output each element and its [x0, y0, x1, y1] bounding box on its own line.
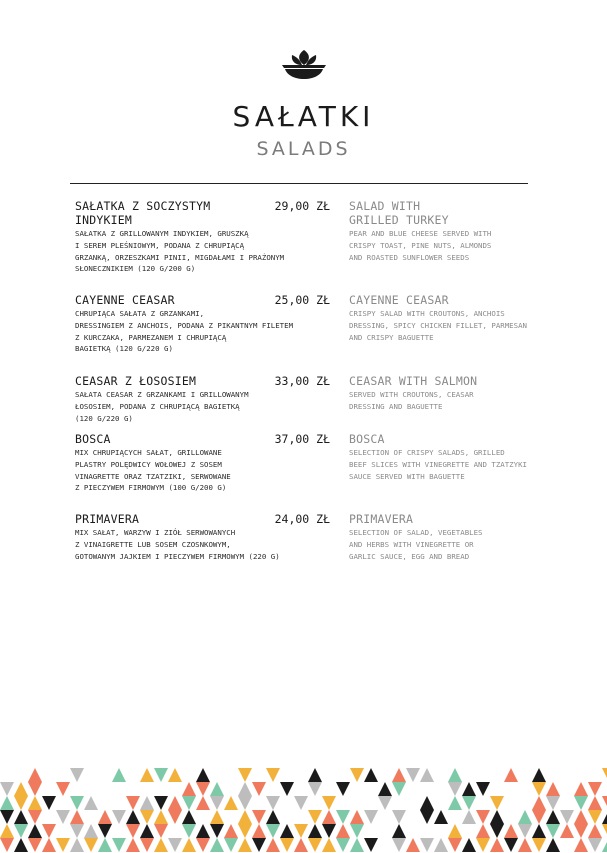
pattern-triangle — [84, 796, 98, 810]
pattern-triangle — [462, 796, 476, 810]
item-description-pl: MIX SAŁAT, WARZYW I ZIÓŁ SERWOWANYCH Z VINAIGRETTE LUB SOSEM CZOSNKOWYM, GOTOWANYM JAJKIEM I PIECZYWEM FIRMOWYM (220 G) — [75, 528, 280, 561]
pattern-triangle — [392, 768, 406, 782]
pattern-triangle — [98, 838, 112, 852]
pattern-triangle — [504, 838, 518, 852]
pattern-triangle — [56, 782, 70, 796]
page-title: SAŁATKI — [232, 100, 375, 133]
pattern-triangle — [574, 838, 588, 852]
pattern-triangle — [294, 796, 308, 810]
pattern-triangle — [70, 768, 84, 782]
pattern-triangle — [210, 782, 224, 796]
item-price: 29,00 ZŁ — [274, 199, 330, 213]
pattern-triangle — [266, 810, 280, 824]
pattern-triangle — [182, 838, 196, 852]
pattern-triangle — [574, 796, 588, 810]
pattern-triangle — [294, 838, 308, 852]
pattern-triangle — [476, 782, 490, 796]
pattern-triangle — [280, 782, 294, 796]
pattern-triangle — [602, 768, 607, 782]
pattern-triangle — [504, 768, 518, 782]
item-description-en: CRISPY SALAD WITH CROUTONS, ANCHOIS DRESSING, SPICY CHICKEN FILLET, PARMESAN AND CRISPY BAGUETTE — [349, 309, 527, 342]
pattern-triangle — [0, 838, 14, 852]
pattern-triangle — [574, 810, 588, 824]
pattern-triangle — [70, 824, 84, 838]
pattern-triangle — [280, 838, 294, 852]
pattern-triangle — [210, 796, 224, 810]
pattern-triangle — [434, 810, 448, 824]
pattern-triangle — [420, 838, 434, 852]
pattern-triangle — [308, 838, 322, 852]
pattern-triangle — [154, 796, 168, 810]
pattern-triangle — [420, 768, 434, 782]
pattern-triangle — [182, 824, 196, 838]
pattern-triangle — [322, 824, 336, 838]
pattern-triangle — [364, 768, 378, 782]
pattern-triangle — [168, 838, 182, 852]
item-description-en: PEAR AND BLUE CHEESE SERVED WITH CRISPY TOAST, PINE NUTS, ALMONDS AND ROASTED SUNFLOWER SEEDS — [349, 229, 492, 262]
pattern-triangle — [490, 838, 504, 852]
pattern-triangle — [0, 810, 14, 824]
pattern-triangle — [602, 796, 607, 810]
pattern-triangle — [266, 796, 280, 810]
menu-item-pl — [75, 293, 330, 355]
pattern-triangle — [28, 768, 42, 782]
item-description-en: SELECTION OF CRISPY SALADS, GRILLED BEEF SLICES WITH VINEGRETTE AND TZATZYKI SAUCE SERVED WITH BAGUETTE — [349, 448, 527, 481]
pattern-triangle — [154, 824, 168, 838]
item-price: 37,00 ZŁ — [274, 432, 330, 446]
pattern-triangle — [28, 838, 42, 852]
pattern-triangle — [126, 810, 140, 824]
pattern-triangle — [28, 782, 42, 796]
pattern-triangle — [602, 838, 607, 852]
pattern-triangle — [98, 810, 112, 824]
pattern-triangle — [28, 796, 42, 810]
pattern-triangle — [490, 824, 504, 838]
pattern-triangle — [546, 824, 560, 838]
menu-item-en — [349, 199, 564, 263]
pattern-triangle — [336, 838, 350, 852]
menu-item-pl — [75, 199, 330, 275]
pattern-triangle — [252, 824, 266, 838]
pattern-triangle — [350, 768, 364, 782]
pattern-triangle — [378, 796, 392, 810]
pattern-triangle — [504, 824, 518, 838]
pattern-triangle — [56, 838, 70, 852]
pattern-triangle — [196, 838, 210, 852]
pattern-triangle — [84, 824, 98, 838]
pattern-triangle — [266, 768, 280, 782]
item-description-pl: CHRUPIĄCA SAŁATA Z GRZANKAMI, DRESSINGIEM Z ANCHOIS, PODANA Z PIKANTNYM FILETEM Z KURCZAKA, PARMEZANEM I CHRUPIĄCĄ BAGIETKĄ (120 G/220 G) — [75, 309, 294, 354]
pattern-triangle — [448, 838, 462, 852]
menu-item-en — [349, 432, 574, 482]
pattern-triangle — [532, 810, 546, 824]
menu-item-pl — [75, 432, 330, 494]
item-name-en: PRIMAVERA — [349, 512, 414, 526]
pattern-triangle — [322, 838, 336, 852]
pattern-triangle — [336, 810, 350, 824]
pattern-triangle — [196, 782, 210, 796]
pattern-triangle — [196, 796, 210, 810]
pattern-triangle — [476, 838, 490, 852]
pattern-triangle — [70, 796, 84, 810]
pattern-triangle — [266, 824, 280, 838]
pattern-triangle — [126, 838, 140, 852]
pattern-triangle — [224, 838, 238, 852]
pattern-triangle — [252, 782, 266, 796]
pattern-triangle — [560, 810, 574, 824]
pattern-triangle — [14, 796, 28, 810]
pattern-triangle — [154, 810, 168, 824]
pattern-triangle — [546, 796, 560, 810]
pattern-triangle — [308, 782, 322, 796]
menu-item-en — [349, 374, 564, 413]
pattern-triangle — [588, 824, 602, 838]
item-description-en: SELECTION OF SALAD, VEGETABLES AND HERBS WITH VINEGRETTE OR GARLIC SAUCE, EGG AND BREAD — [349, 528, 483, 561]
pattern-triangle — [294, 824, 308, 838]
pattern-triangle — [224, 796, 238, 810]
pattern-triangle — [490, 810, 504, 824]
pattern-triangle — [490, 796, 504, 810]
pattern-triangle — [420, 796, 434, 810]
pattern-triangle — [378, 782, 392, 796]
pattern-triangle — [14, 810, 28, 824]
pattern-triangle — [588, 796, 602, 810]
pattern-triangle — [112, 768, 126, 782]
pattern-triangle — [434, 838, 448, 852]
pattern-triangle — [588, 838, 602, 852]
pattern-triangle — [182, 796, 196, 810]
pattern-triangle — [574, 824, 588, 838]
item-description-pl: SAŁATA CEASAR Z GRZANKAMI I GRILLOWANYM ŁOSOSIEM, PODANA Z CHRUPIĄCĄ BAGIETKĄ (120 G/220 G) — [75, 390, 249, 423]
pattern-triangle — [70, 810, 84, 824]
pattern-triangle — [28, 824, 42, 838]
pattern-triangle — [140, 796, 154, 810]
pattern-triangle — [406, 768, 420, 782]
pattern-triangle — [14, 824, 28, 838]
pattern-triangle — [336, 824, 350, 838]
pattern-triangle — [392, 782, 406, 796]
pattern-triangle — [238, 824, 252, 838]
item-name-pl: PRIMAVERA — [75, 512, 140, 526]
pattern-triangle — [42, 824, 56, 838]
pattern-triangle — [546, 810, 560, 824]
pattern-triangle — [322, 810, 336, 824]
pattern-triangle — [350, 824, 364, 838]
item-price: 24,00 ZŁ — [274, 512, 330, 526]
pattern-triangle — [42, 838, 56, 852]
pattern-triangle — [182, 810, 196, 824]
pattern-triangle — [392, 824, 406, 838]
pattern-triangle — [126, 796, 140, 810]
pattern-triangle — [210, 824, 224, 838]
pattern-triangle — [532, 824, 546, 838]
pattern-triangle — [196, 768, 210, 782]
pattern-triangle — [140, 824, 154, 838]
pattern-triangle — [140, 838, 154, 852]
pattern-triangle — [196, 824, 210, 838]
pattern-triangle — [546, 838, 560, 852]
pattern-triangle — [560, 824, 574, 838]
pattern-triangle — [364, 838, 378, 852]
pattern-triangle — [448, 824, 462, 838]
pattern-triangle — [392, 838, 406, 852]
pattern-triangle — [238, 838, 252, 852]
pattern-triangle — [406, 838, 420, 852]
pattern-triangle — [252, 838, 266, 852]
menu-item-pl — [75, 512, 330, 562]
item-name-pl: SAŁATKA Z SOCZYSTYM INDYKIEM — [75, 199, 211, 227]
pattern-triangle — [532, 768, 546, 782]
pattern-triangle — [154, 838, 168, 852]
pattern-triangle — [546, 782, 560, 796]
pattern-triangle — [532, 782, 546, 796]
pattern-triangle — [238, 796, 252, 810]
pattern-triangle — [28, 810, 42, 824]
pattern-triangle — [532, 796, 546, 810]
pattern-triangle — [336, 782, 350, 796]
item-name-en: CEASAR WITH SALMON — [349, 374, 478, 388]
item-description-pl: MIX CHRUPIĄCYCH SAŁAT, GRILLOWANE PLASTRY POLĘDWICY WOŁOWEJ Z SOSEM VINAGRETTE ORAZ TZATZIKI, SERWOWANE Z PIECZYWEM FIRMOWYM (100 G/200 G) — [75, 448, 231, 493]
pattern-triangle — [56, 810, 70, 824]
pattern-triangle — [168, 796, 182, 810]
pattern-triangle — [322, 796, 336, 810]
pattern-triangle — [42, 796, 56, 810]
pattern-triangle — [308, 768, 322, 782]
pattern-triangle — [0, 796, 14, 810]
pattern-triangle — [518, 824, 532, 838]
pattern-triangle — [602, 810, 607, 824]
item-price: 25,00 ZŁ — [274, 293, 330, 307]
pattern-triangle — [364, 810, 378, 824]
item-name-en: SALAD WITH GRILLED TURKEY — [349, 199, 449, 227]
item-description-en: SERVED WITH CROUTONS, CEASAR DRESSING AND BAGUETTE — [349, 390, 474, 411]
item-description-pl: SAŁATKA Z GRILLOWANYM INDYKIEM, GRUSZKĄ I SEREM PLEŚNIOWYM, PODANA Z CHRUPIĄCĄ GRZANKĄ, ORZESZKAMI PINII, MIGDAŁAMI I PRAŻONYM SŁONECZNIKIEM (120 G/200 G) — [75, 229, 285, 274]
item-name-en: BOSCA — [349, 432, 385, 446]
pattern-triangle — [476, 824, 490, 838]
pattern-triangle — [448, 768, 462, 782]
pattern-triangle — [0, 824, 14, 838]
header-divider — [70, 183, 528, 184]
pattern-triangle — [350, 810, 364, 824]
page-subtitle: SALADS — [256, 138, 351, 160]
item-price: 33,00 ZŁ — [274, 374, 330, 388]
pattern-triangle — [518, 838, 532, 852]
pattern-triangle — [224, 824, 238, 838]
pattern-triangle — [154, 768, 168, 782]
pattern-triangle — [238, 782, 252, 796]
pattern-triangle — [140, 810, 154, 824]
pattern-triangle — [70, 838, 84, 852]
menu-item-pl — [75, 374, 330, 424]
pattern-triangle — [98, 824, 112, 838]
pattern-triangle — [350, 838, 364, 852]
pattern-triangle — [0, 782, 14, 796]
menu-item-en — [349, 293, 564, 343]
item-name-en: CAYENNE CEASAR — [349, 293, 449, 307]
pattern-triangle — [308, 810, 322, 824]
pattern-triangle — [602, 824, 607, 838]
item-name-pl: CEASAR Z ŁOSOSIEM — [75, 374, 197, 388]
bowl-leaf-icon — [276, 48, 332, 80]
pattern-triangle — [84, 838, 98, 852]
pattern-triangle — [518, 810, 532, 824]
pattern-triangle — [588, 810, 602, 824]
pattern-triangle — [420, 810, 434, 824]
pattern-triangle — [168, 768, 182, 782]
pattern-triangle — [14, 838, 28, 852]
pattern-triangle — [532, 838, 546, 852]
pattern-triangle — [476, 810, 490, 824]
item-name-pl: BOSCA — [75, 432, 111, 446]
pattern-triangle — [112, 838, 126, 852]
pattern-triangle — [210, 810, 224, 824]
pattern-triangle — [308, 824, 322, 838]
pattern-triangle — [588, 782, 602, 796]
pattern-triangle — [112, 810, 126, 824]
pattern-triangle — [238, 768, 252, 782]
pattern-triangle — [462, 782, 476, 796]
pattern-triangle — [462, 810, 476, 824]
pattern-triangle — [280, 824, 294, 838]
pattern-triangle — [252, 810, 266, 824]
pattern-triangle — [448, 796, 462, 810]
pattern-triangle — [140, 768, 154, 782]
pattern-triangle — [168, 810, 182, 824]
item-name-pl: CAYENNE CEASAR — [75, 293, 175, 307]
pattern-triangle — [448, 782, 462, 796]
pattern-triangle — [126, 824, 140, 838]
pattern-triangle — [462, 838, 476, 852]
pattern-triangle — [210, 838, 224, 852]
pattern-triangle — [14, 782, 28, 796]
pattern-triangle — [392, 810, 406, 824]
pattern-triangle — [238, 810, 252, 824]
pattern-triangle — [266, 838, 280, 852]
menu-item-en — [349, 512, 564, 562]
pattern-triangle — [574, 782, 588, 796]
geometric-triangle-pattern — [0, 768, 607, 853]
pattern-triangle — [182, 782, 196, 796]
